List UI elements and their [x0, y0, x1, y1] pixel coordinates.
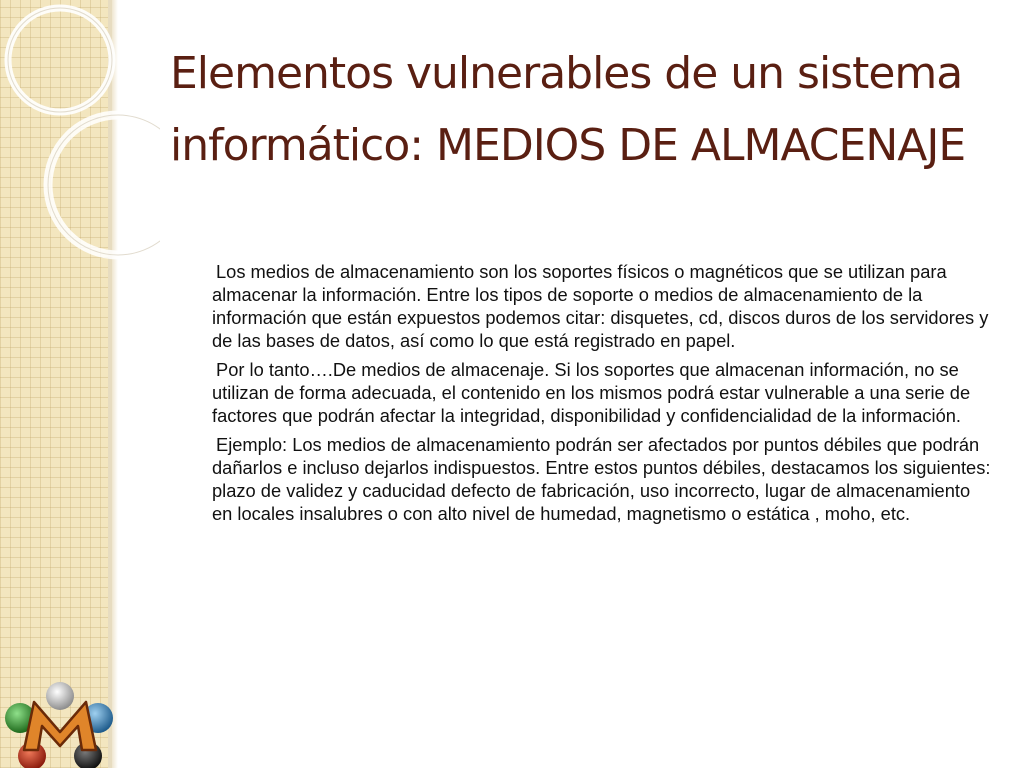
decorative-rings-icon: [0, 0, 160, 260]
magic-m-emblem-icon: [0, 680, 120, 768]
slide-body: [212, 260, 992, 531]
paragraph-example: Ejemplo: Los medios de almacenamiento podrán ser afectados por puntos débiles que podrán dañarlos e incluso dejarlos indispuestos. Entre estos puntos débiles, destacamos los siguientes: plazo de validez y caducidad defecto de fabricación, uso incorrecto, lugar de almacenamiento en locales insalubres o con alto nivel de humedad, magnetismo o estática , moho, etc.: [212, 434, 991, 524]
paragraph-therefore: Por lo tanto….De medios de almacenaje. Si los soportes que almacenan información, no se utilizan de forma adecuada, el contenido en los mismos podrá estar vulnerable a una serie de factores que podrán afectar la integridad, disponibilidad y confidencialidad de la información.: [212, 359, 971, 426]
paragraph-storage-media: Los medios de almacenamiento son los soportes físicos o magnéticos que se utilizan para almacenar la información. Entre los tipos de soporte o medios de almacenamiento de la información que están expuestos podemos citar: disquetes, cd, discos duros de los servidores y de las bases de datos, así como lo que está registrado en papel.: [212, 261, 989, 351]
slide-title: Elementos vulnerables de un sistema informático: MEDIOS DE ALMACENAJE: [170, 48, 966, 171]
